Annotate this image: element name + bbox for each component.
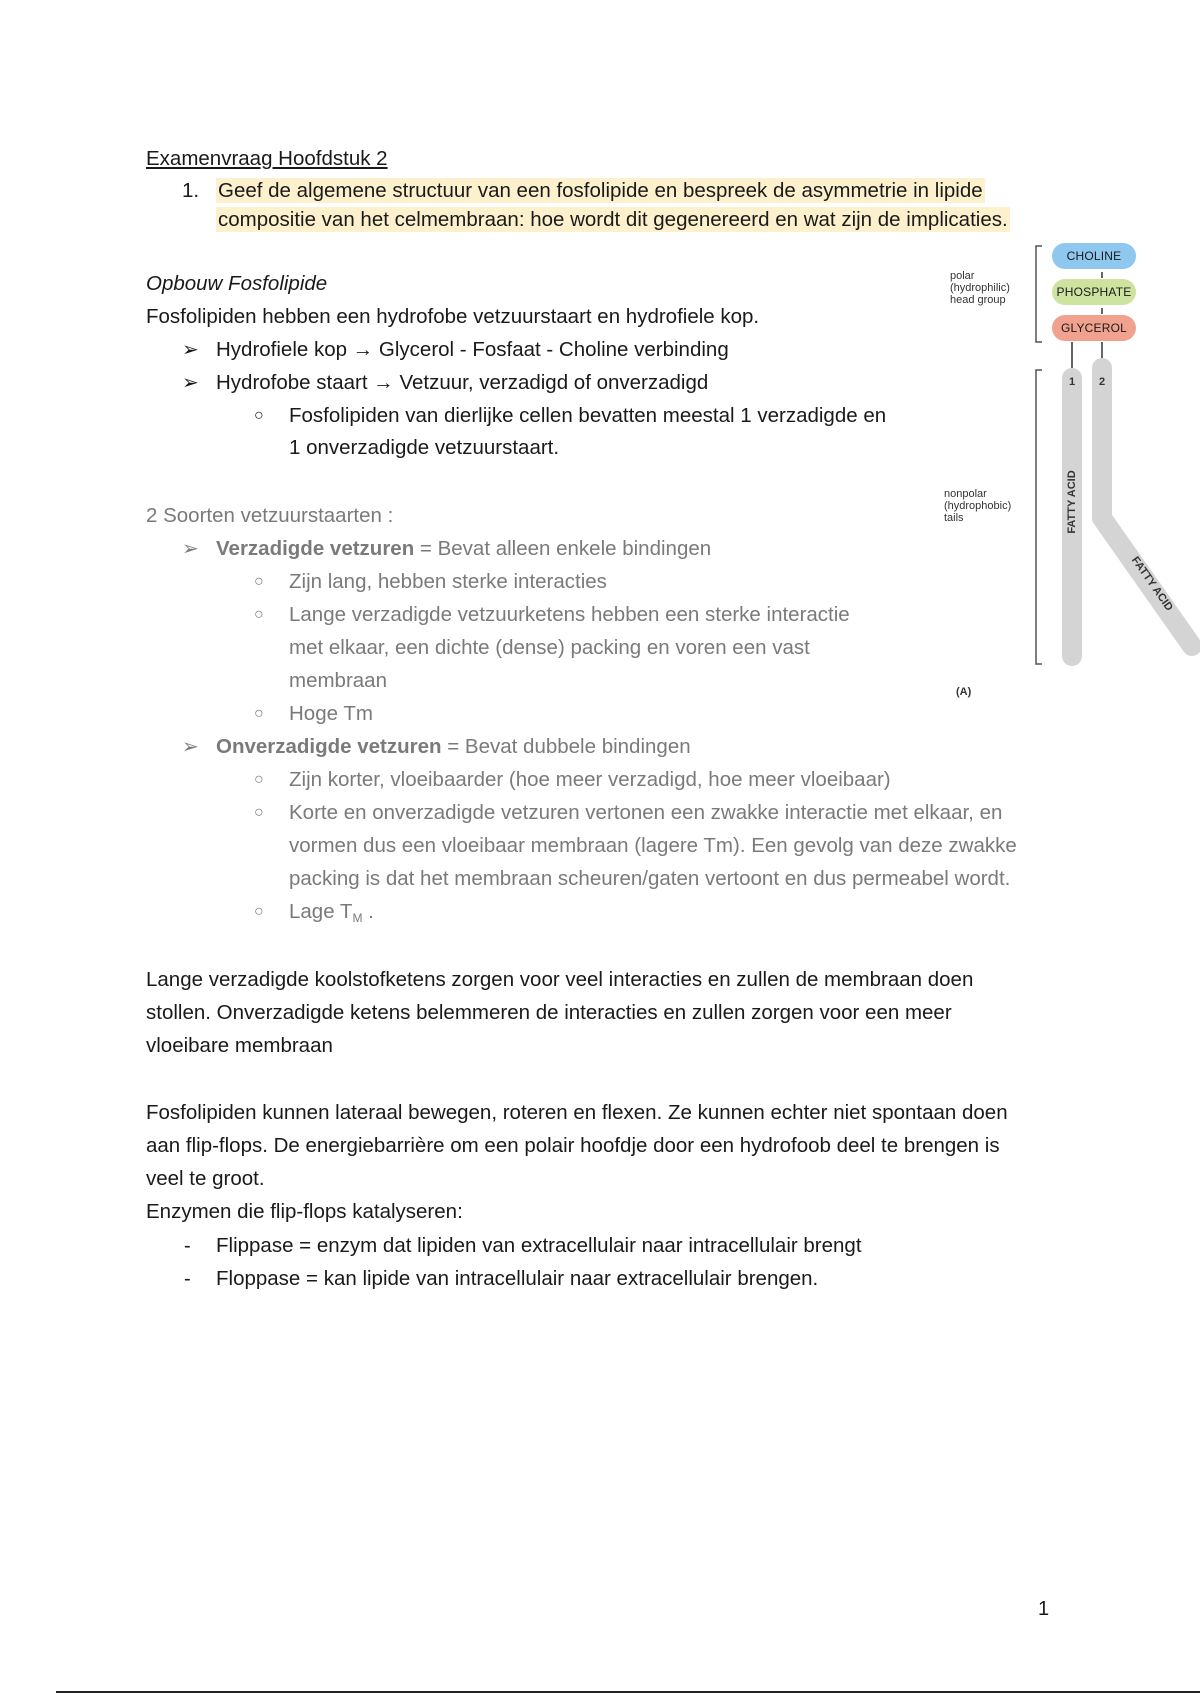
- dash-bullet-icon: -: [184, 1235, 191, 1257]
- saturated-point-2-line-1: Lange verzadigde vetzuurketens hebben een sterke interactie: [289, 603, 850, 626]
- nonpolar-label-1: nonpolar: [944, 488, 987, 500]
- unsaturated-point-3: [289, 898, 374, 932]
- question-highlight-2: compositie van het celmembraan: hoe wordt dit gegenereerd en wat zijn de implicaties.: [218, 208, 1008, 231]
- arrow-bullet-icon: ➢: [182, 736, 199, 758]
- question-line-1: [216, 177, 985, 205]
- paragraph-2-line-1: Fosfolipiden kunnen lateraal bewegen, roteren en flexen. Ze kunnen echter niet spontaan doen: [146, 1101, 1008, 1124]
- paragraph-2-line-2: aan flip-flops. De energiebarrière om een polair hoofdje door een hydrofoob deel te brengen is: [146, 1134, 1000, 1157]
- polar-label-3: head group: [950, 294, 1006, 306]
- opbouw-sub-line-1: Fosfolipiden van dierlijke cellen bevatten meestal 1 verzadigde en: [289, 404, 887, 427]
- unsaturated-point-2-line-3: packing is dat het membraan scheuren/gaten vertoont en dus permeabel wordt.: [289, 867, 1011, 890]
- polar-label-2: (hydrophilic): [950, 282, 1010, 294]
- lage-tm-subscript: M: [352, 911, 363, 925]
- saturated-point-2-line-2: met elkaar, een dichte (dense) packing en voren een vast: [289, 636, 810, 659]
- lage-tm-suffix: .: [362, 900, 374, 923]
- opbouw-bullet-2: Hydrofobe staart → Vetzuur, verzadigd of onverzadigd: [216, 371, 709, 394]
- unsaturated-line: [216, 733, 691, 761]
- circle-bullet-icon: ○: [254, 804, 264, 821]
- saturated-definition: = Bevat alleen enkele bindingen: [414, 537, 712, 560]
- unsaturated-point-1: Zijn korter, vloeibaarder (hoe meer verzadigd, hoe meer vloeibaar): [289, 768, 891, 791]
- phospholipid-diagram: [930, 230, 1200, 710]
- saturated-line: [216, 535, 711, 563]
- opbouw-intro: Fosfolipiden hebben een hydrofobe vetzuurstaart en hydrofiele kop.: [146, 305, 760, 328]
- soorten-heading: 2 Soorten vetzuurstaarten :: [146, 504, 394, 527]
- unsaturated-label: Onverzadigde vetzuren: [216, 735, 442, 758]
- paragraph-1-line-2: stollen. Onverzadigde ketens belemmeren de interacties en zullen zorgen voor een meer: [146, 1001, 952, 1024]
- phosphate-pill: PHOSPHATE: [1052, 279, 1136, 305]
- arrow-bullet-icon: ➢: [182, 372, 199, 394]
- saturated-point-1: Zijn lang, hebben sterke interacties: [289, 570, 607, 593]
- paragraph-1-line-1: Lange verzadigde koolstofketens zorgen voor veel interacties en zullen de membraan doen: [146, 968, 974, 991]
- glycerol-pill: GLYCEROL: [1052, 315, 1136, 341]
- arrow-bullet-icon: ➢: [182, 538, 199, 560]
- tail-1-number: 1: [1069, 376, 1076, 388]
- arrow-bullet-icon: ➢: [182, 339, 199, 361]
- nonpolar-label-2: (hydrophobic): [944, 500, 1012, 512]
- tail-1-label: FATTY ACID: [1066, 470, 1078, 534]
- saturated-label: Verzadigde vetzuren: [216, 537, 415, 560]
- opbouw-bullet-1: Hydrofiele kop → Glycerol - Fosfaat - Choline verbinding: [216, 338, 729, 361]
- question-line-2: [216, 206, 1010, 234]
- circle-bullet-icon: ○: [254, 573, 264, 590]
- saturated-point-3: Hoge Tm: [289, 702, 373, 725]
- choline-pill: CHOLINE: [1052, 243, 1136, 269]
- polar-label-1: polar: [950, 270, 975, 282]
- page-number: 1: [1038, 1598, 1050, 1620]
- unsaturated-point-2-line-2: vormen dus een vloeibaar membraan (lagere Tm). Een gevolg van deze zwakke: [289, 834, 1017, 857]
- nonpolar-label-3: tails: [944, 512, 964, 524]
- circle-bullet-icon: ○: [254, 903, 264, 920]
- saturated-point-2-line-3: membraan: [289, 669, 387, 692]
- head-group-bracket: [1036, 246, 1042, 342]
- opbouw-sub-line-2: 1 onverzadigde vetzuurstaart.: [289, 436, 560, 459]
- enzyme-flippase: Flippase = enzym dat lipiden van extracellulair naar intracellulair brengt: [216, 1234, 862, 1257]
- tail-2-label: FATTY ACID: [1128, 554, 1176, 614]
- dash-bullet-icon: -: [184, 1268, 191, 1290]
- paragraph-2-line-4: Enzymen die flip-flops katalyseren:: [146, 1200, 463, 1223]
- paragraph-2-line-3: veel te groot.: [146, 1167, 265, 1190]
- enzyme-floppase: Floppase = kan lipide van intracellulair naar extracellulair brengen.: [216, 1267, 819, 1290]
- circle-bullet-icon: ○: [254, 606, 264, 623]
- unsaturated-definition: = Bevat dubbele bindingen: [441, 735, 691, 758]
- fatty-acid-tail-2: [1102, 368, 1192, 646]
- figure-label: (A): [956, 686, 972, 698]
- circle-bullet-icon: ○: [254, 771, 264, 788]
- page-bottom-rule: [56, 1691, 1200, 1693]
- tail-2-number: 2: [1099, 376, 1106, 388]
- document-title: Examenvraag Hoofdstuk 2: [146, 147, 388, 170]
- opbouw-heading: Opbouw Fosfolipide: [146, 272, 328, 295]
- unsaturated-point-2-line-1: Korte en onverzadigde vetzuren vertonen een zwakke interactie met elkaar, en: [289, 801, 1003, 824]
- tails-bracket: [1036, 370, 1042, 664]
- question-number: 1.: [182, 179, 200, 202]
- paragraph-1-line-3: vloeibare membraan: [146, 1034, 333, 1057]
- lage-tm-prefix: Lage T: [289, 900, 353, 923]
- circle-bullet-icon: ○: [254, 407, 264, 424]
- circle-bullet-icon: ○: [254, 705, 264, 722]
- question-highlight-1: Geef de algemene structuur van een fosfolipide en bespreek de asymmetrie in lipide: [218, 179, 983, 202]
